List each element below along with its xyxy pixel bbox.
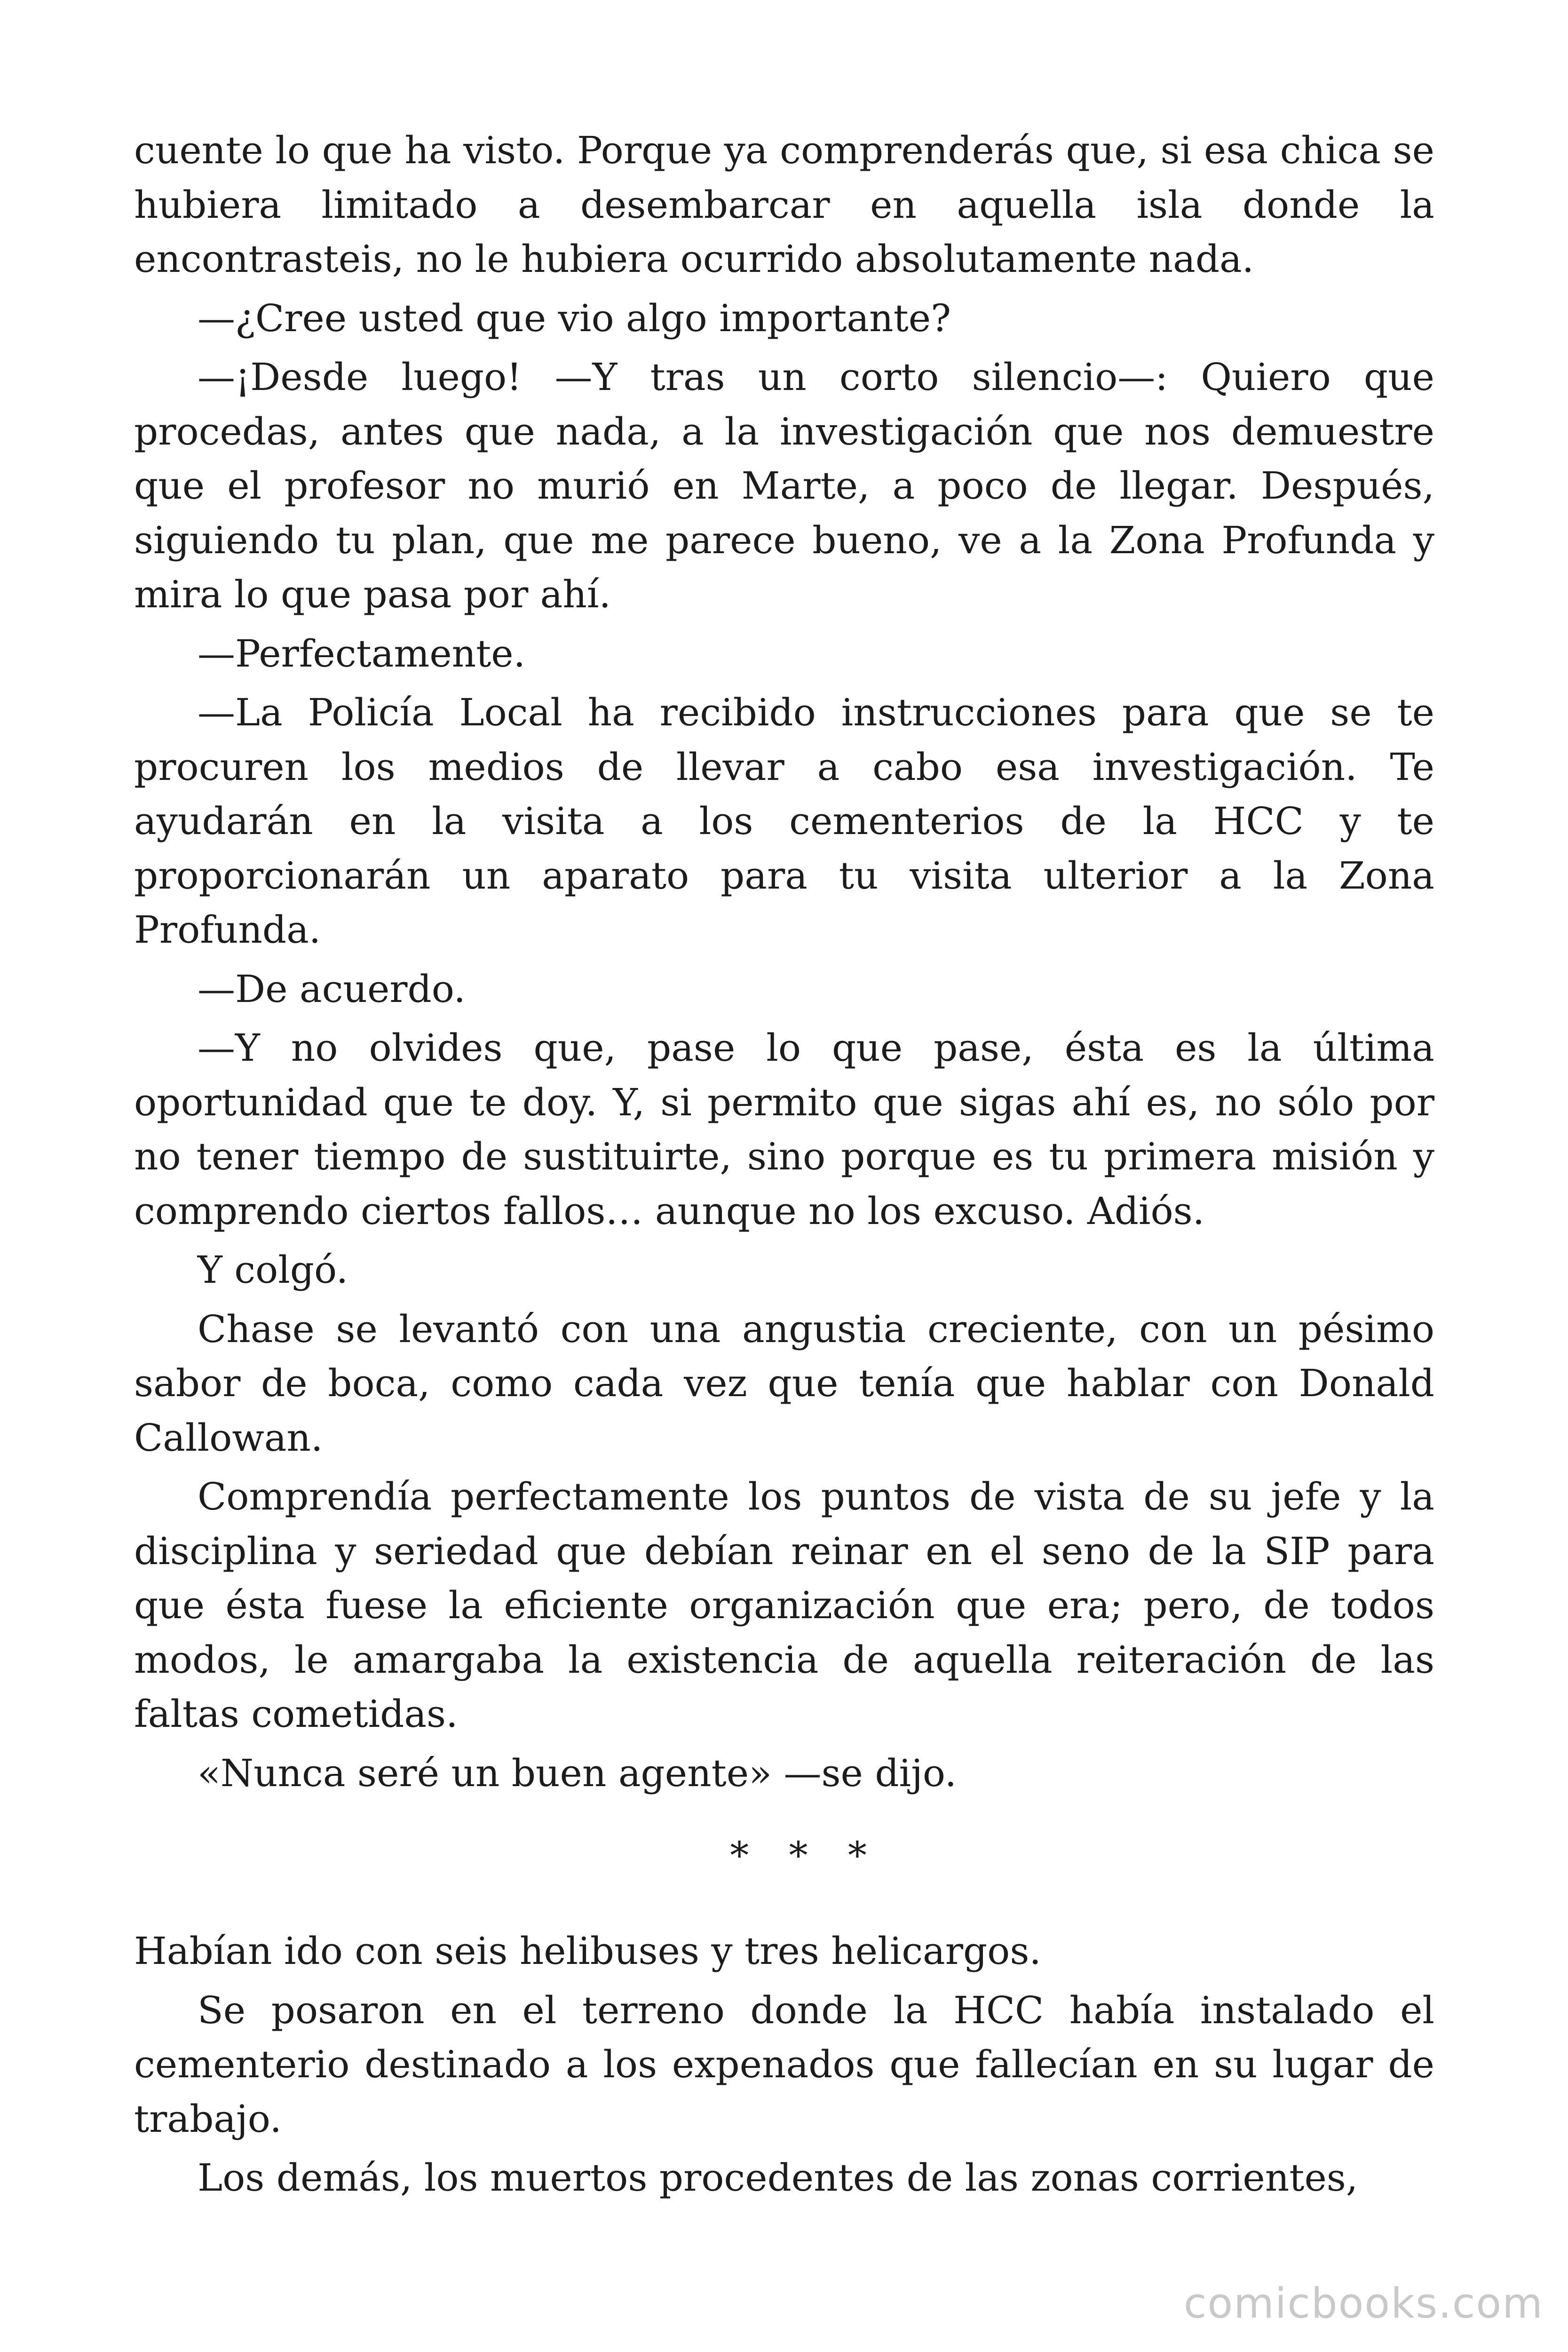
paragraph-14: Los demás, los muertos procedentes de las zonas corrientes, bbox=[198, 2156, 1358, 2200]
paragraph-4: —Perfectamente. bbox=[198, 631, 526, 675]
paragraph-6: —De acuerdo. bbox=[198, 967, 466, 1011]
paragraph-11: «Nunca seré un buen agente» —se dijo. bbox=[198, 1751, 957, 1795]
paragraph-5: —La Policía Local ha recibido instrucciones para que se te procuren los medios de llevar a cabo esa investigación. Te ayudarán en la visita a los cementerios de la HCC y te proporcionarán un aparato para tu visita ulterior a la Zona Profunda. bbox=[134, 691, 1434, 952]
paragraph-13: Se posaron en el terreno donde la HCC había instalado el cementerio destinado a los expenados que fallecían en su lugar de trabajo. bbox=[134, 1988, 1434, 2141]
paragraph-10: Comprendía perfectamente los puntos de vista de su jefe y la disciplina y seriedad que debían reinar en el seno de la SIP para que ésta fuese la eficiente organización que era; pero, de todos modos, le amargaba la existencia de aquella reiteración de las faltas cometidas. bbox=[134, 1475, 1434, 1736]
paragraph-1: cuente lo que ha visto. Porque ya comprenderás que, si esa chica se hubiera limitado a desembarcar en aquella isla donde la encontrasteis, no le hubiera ocurrido absolutamente nada. bbox=[134, 128, 1434, 281]
page-body-text bbox=[134, 123, 1434, 2205]
paragraph-2: —¿Cree usted que vio algo importante? bbox=[198, 296, 951, 340]
section-separator: * * * bbox=[730, 1834, 881, 1877]
paragraph-9: Chase se levantó con una angustia creciente, con un pésimo sabor de boca, como cada vez que tenía que hablar con Donald Callowan. bbox=[134, 1307, 1434, 1460]
watermark: comicbooks.com bbox=[1183, 2279, 1544, 2328]
paragraph-8: Y colgó. bbox=[198, 1248, 348, 1292]
paragraph-3: —¡Desde luego! —Y tras un corto silencio—: Quiero que procedas, antes que nada, a la investigación que nos demuestre que el profesor no murió en Marte, a poco de llegar. Después, siguiendo tu plan, que me parece bueno, ve a la Zona Profunda y mira lo que pasa por ahí. bbox=[134, 355, 1434, 616]
paragraph-12: Habían ido con seis helibuses y tres helicargos. bbox=[134, 1929, 1041, 1973]
paragraph-7: —Y no olvides que, pase lo que pase, ésta es la última oportunidad que te doy. Y, si permito que sigas ahí es, no sólo por no tener tiempo de sustituirte, sino porque es tu primera misión y comprendo ciertos fallos… aunque no los excuso. Adiós. bbox=[134, 1026, 1434, 1233]
